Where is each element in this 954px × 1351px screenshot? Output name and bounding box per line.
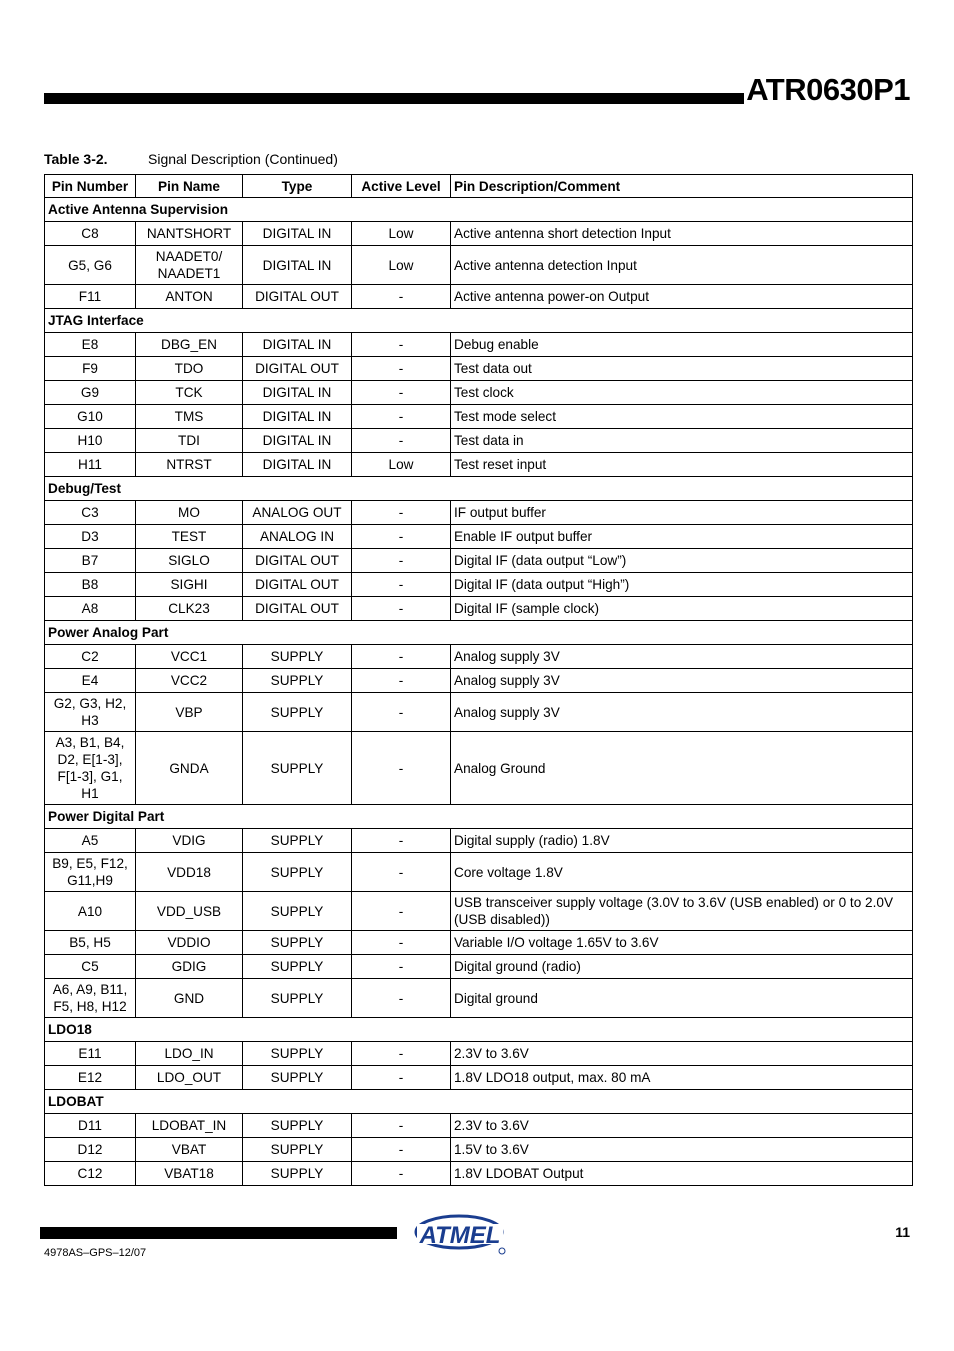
logo-text: ATMEL [419, 1222, 501, 1249]
cell-type: SUPPLY [243, 1042, 352, 1066]
cell-active-level: - [352, 955, 451, 979]
cell-pin-description: Test reset input [451, 453, 913, 477]
cell-pin-description: USB transceiver supply voltage (3.0V to 3.6V (USB enabled) or 0 to 2.0V (USB disabled)) [451, 892, 913, 931]
table-row [45, 597, 913, 621]
cell-pin-number: E11 [45, 1042, 136, 1066]
cell-type: SUPPLY [243, 1138, 352, 1162]
header-pin-description: Pin Description/Comment [451, 175, 913, 198]
header-pin-number: Pin Number [45, 175, 136, 198]
cell-type: SUPPLY [243, 1114, 352, 1138]
cell-pin-number: G9 [45, 381, 136, 405]
cell-active-level: - [352, 645, 451, 669]
cell-pin-description: Analog Ground [451, 732, 913, 805]
cell-pin-name: LDO_OUT [136, 1066, 243, 1090]
cell-active-level: - [352, 357, 451, 381]
cell-active-level: - [352, 549, 451, 573]
table-row [45, 693, 913, 732]
cell-type: SUPPLY [243, 732, 352, 805]
cell-pin-name: VCC2 [136, 669, 243, 693]
cell-pin-number: F9 [45, 357, 136, 381]
cell-pin-description: Digital IF (sample clock) [451, 597, 913, 621]
cell-type: SUPPLY [243, 853, 352, 892]
table-row [45, 1114, 913, 1138]
cell-pin-name: VDD_USB [136, 892, 243, 931]
section-row [45, 621, 913, 645]
cell-pin-name: VBAT18 [136, 1162, 243, 1186]
header-active-level: Active Level [352, 175, 451, 198]
section-title: LDOBAT [45, 1090, 913, 1114]
table-row [45, 549, 913, 573]
cell-active-level: - [352, 429, 451, 453]
table-row [45, 285, 913, 309]
cell-pin-number: B8 [45, 573, 136, 597]
cell-pin-description: Analog supply 3V [451, 693, 913, 732]
cell-pin-number: E12 [45, 1066, 136, 1090]
section-row [45, 1090, 913, 1114]
table-row [45, 931, 913, 955]
cell-type: DIGITAL IN [243, 333, 352, 357]
cell-type: DIGITAL IN [243, 453, 352, 477]
cell-type: DIGITAL IN [243, 222, 352, 246]
cell-active-level: - [352, 525, 451, 549]
cell-type: DIGITAL OUT [243, 597, 352, 621]
cell-pin-number: B9, E5, F12, G11,H9 [45, 853, 136, 892]
table-row [45, 669, 913, 693]
cell-active-level: - [352, 573, 451, 597]
cell-pin-name: SIGHI [136, 573, 243, 597]
cell-pin-name: TEST [136, 525, 243, 549]
cell-active-level: - [352, 931, 451, 955]
cell-pin-name: MO [136, 501, 243, 525]
section-title: Power Analog Part [45, 621, 913, 645]
cell-pin-description: 2.3V to 3.6V [451, 1114, 913, 1138]
cell-pin-number: F11 [45, 285, 136, 309]
cell-pin-description: Enable IF output buffer [451, 525, 913, 549]
cell-pin-number: C12 [45, 1162, 136, 1186]
cell-pin-name: DBG_EN [136, 333, 243, 357]
cell-active-level: Low [352, 246, 451, 285]
cell-pin-name: TDO [136, 357, 243, 381]
document-code: 4978AS–GPS–12/07 [44, 1247, 147, 1259]
cell-active-level: Low [352, 453, 451, 477]
cell-pin-description: Test data out [451, 357, 913, 381]
cell-pin-description: IF output buffer [451, 501, 913, 525]
cell-pin-name: VBP [136, 693, 243, 732]
cell-type: SUPPLY [243, 645, 352, 669]
cell-type: DIGITAL IN [243, 405, 352, 429]
cell-pin-number: E4 [45, 669, 136, 693]
table-row [45, 357, 913, 381]
table-row [45, 222, 913, 246]
cell-pin-number: G5, G6 [45, 246, 136, 285]
table-row [45, 732, 913, 805]
cell-type: DIGITAL OUT [243, 357, 352, 381]
cell-type: DIGITAL OUT [243, 549, 352, 573]
table-row [45, 333, 913, 357]
cell-active-level: - [352, 732, 451, 805]
table-body [45, 198, 913, 1186]
table-row [45, 955, 913, 979]
cell-pin-number: C8 [45, 222, 136, 246]
cell-type: DIGITAL IN [243, 429, 352, 453]
table-row [45, 525, 913, 549]
cell-active-level: - [352, 333, 451, 357]
cell-type: SUPPLY [243, 955, 352, 979]
cell-pin-number: A10 [45, 892, 136, 931]
footer-rule [40, 1227, 397, 1239]
cell-type: ANALOG IN [243, 525, 352, 549]
atmel-logo [413, 1210, 509, 1258]
cell-type: SUPPLY [243, 1066, 352, 1090]
table-row [45, 1066, 913, 1090]
section-title: Active Antenna Supervision [45, 198, 913, 222]
cell-active-level: - [352, 979, 451, 1018]
cell-pin-name: TCK [136, 381, 243, 405]
cell-pin-name: GNDA [136, 732, 243, 805]
cell-pin-name: TMS [136, 405, 243, 429]
cell-pin-name: LDOBAT_IN [136, 1114, 243, 1138]
page-number: 11 [895, 1224, 910, 1240]
cell-pin-description: Digital ground (radio) [451, 955, 913, 979]
cell-pin-description: 2.3V to 3.6V [451, 1042, 913, 1066]
cell-active-level: - [352, 1066, 451, 1090]
table-row [45, 573, 913, 597]
cell-pin-name: LDO_IN [136, 1042, 243, 1066]
cell-type: DIGITAL IN [243, 381, 352, 405]
cell-pin-name: TDI [136, 429, 243, 453]
cell-pin-description: 1.8V LDOBAT Output [451, 1162, 913, 1186]
cell-pin-name: SIGLO [136, 549, 243, 573]
cell-type: SUPPLY [243, 979, 352, 1018]
cell-active-level: - [352, 501, 451, 525]
cell-pin-name: GDIG [136, 955, 243, 979]
cell-pin-number: H11 [45, 453, 136, 477]
cell-pin-name: VDIG [136, 829, 243, 853]
cell-pin-number: A6, A9, B11, F5, H8, H12 [45, 979, 136, 1018]
cell-pin-number: A5 [45, 829, 136, 853]
table-row [45, 979, 913, 1018]
cell-pin-description: Active antenna detection Input [451, 246, 913, 285]
cell-pin-description: Debug enable [451, 333, 913, 357]
cell-pin-description: Active antenna short detection Input [451, 222, 913, 246]
cell-active-level: - [352, 381, 451, 405]
cell-type: DIGITAL OUT [243, 573, 352, 597]
cell-pin-description: Analog supply 3V [451, 669, 913, 693]
cell-pin-description: Digital ground [451, 979, 913, 1018]
cell-type: ANALOG OUT [243, 501, 352, 525]
cell-type: DIGITAL IN [243, 246, 352, 285]
cell-type: SUPPLY [243, 829, 352, 853]
section-row [45, 198, 913, 222]
cell-type: SUPPLY [243, 931, 352, 955]
cell-pin-description: Digital supply (radio) 1.8V [451, 829, 913, 853]
section-row [45, 477, 913, 501]
cell-type: SUPPLY [243, 1162, 352, 1186]
cell-pin-number: C2 [45, 645, 136, 669]
table-row [45, 1042, 913, 1066]
table-header-row [45, 175, 913, 198]
cell-pin-name: NAADET0/ NAADET1 [136, 246, 243, 285]
cell-pin-description: Analog supply 3V [451, 645, 913, 669]
cell-pin-name: VDD18 [136, 853, 243, 892]
cell-pin-name: ANTON [136, 285, 243, 309]
cell-pin-description: Digital IF (data output “High”) [451, 573, 913, 597]
cell-pin-number: B7 [45, 549, 136, 573]
cell-pin-description: Test mode select [451, 405, 913, 429]
header-pin-name: Pin Name [136, 175, 243, 198]
cell-pin-description: Test data in [451, 429, 913, 453]
section-row [45, 805, 913, 829]
table-caption-text: Signal Description (Continued) [148, 151, 338, 167]
cell-active-level: - [352, 1042, 451, 1066]
cell-active-level: Low [352, 222, 451, 246]
section-row [45, 1018, 913, 1042]
header-type: Type [243, 175, 352, 198]
cell-active-level: - [352, 1162, 451, 1186]
cell-pin-number: A8 [45, 597, 136, 621]
cell-pin-description: Test clock [451, 381, 913, 405]
cell-active-level: - [352, 853, 451, 892]
cell-pin-description: 1.5V to 3.6V [451, 1138, 913, 1162]
cell-pin-description: Variable I/O voltage 1.65V to 3.6V [451, 931, 913, 955]
section-title: Power Digital Part [45, 805, 913, 829]
cell-pin-description: Digital IF (data output “Low”) [451, 549, 913, 573]
table-row [45, 853, 913, 892]
section-title: Debug/Test [45, 477, 913, 501]
cell-active-level: - [352, 285, 451, 309]
table-row [45, 501, 913, 525]
cell-active-level: - [352, 1114, 451, 1138]
table-number: Table 3-2. [44, 151, 108, 167]
cell-pin-number: C3 [45, 501, 136, 525]
cell-pin-name: VDDIO [136, 931, 243, 955]
cell-active-level: - [352, 405, 451, 429]
cell-pin-number: D3 [45, 525, 136, 549]
cell-active-level: - [352, 1138, 451, 1162]
cell-pin-name: GND [136, 979, 243, 1018]
table-row [45, 381, 913, 405]
cell-pin-description: 1.8V LDO18 output, max. 80 mA [451, 1066, 913, 1090]
cell-type: DIGITAL OUT [243, 285, 352, 309]
cell-pin-name: VBAT [136, 1138, 243, 1162]
section-title: LDO18 [45, 1018, 913, 1042]
table-row [45, 645, 913, 669]
cell-pin-number: D11 [45, 1114, 136, 1138]
cell-pin-name: VCC1 [136, 645, 243, 669]
cell-pin-number: B5, H5 [45, 931, 136, 955]
section-row [45, 309, 913, 333]
cell-pin-name: NANTSHORT [136, 222, 243, 246]
table-row [45, 429, 913, 453]
table-row [45, 892, 913, 931]
table-row [45, 453, 913, 477]
table-row [45, 246, 913, 285]
cell-pin-number: H10 [45, 429, 136, 453]
cell-pin-number: G2, G3, H2, H3 [45, 693, 136, 732]
cell-active-level: - [352, 892, 451, 931]
header-rule [44, 93, 744, 104]
cell-active-level: - [352, 597, 451, 621]
signal-description-table [44, 174, 913, 1186]
cell-type: SUPPLY [243, 693, 352, 732]
cell-type: SUPPLY [243, 669, 352, 693]
table-row [45, 829, 913, 853]
cell-active-level: - [352, 829, 451, 853]
document-title: ATR0630P1 [746, 72, 910, 107]
cell-pin-name: CLK23 [136, 597, 243, 621]
cell-pin-number: G10 [45, 405, 136, 429]
cell-pin-description: Core voltage 1.8V [451, 853, 913, 892]
section-title: JTAG Interface [45, 309, 913, 333]
table-row [45, 1162, 913, 1186]
table-caption [44, 151, 338, 167]
table-row [45, 405, 913, 429]
cell-type: SUPPLY [243, 892, 352, 931]
cell-pin-number: D12 [45, 1138, 136, 1162]
cell-pin-number: A3, B1, B4, D2, E[1-3], F[1-3], G1, H1 [45, 732, 136, 805]
cell-pin-name: NTRST [136, 453, 243, 477]
cell-active-level: - [352, 693, 451, 732]
cell-pin-number: C5 [45, 955, 136, 979]
cell-pin-description: Active antenna power-on Output [451, 285, 913, 309]
cell-active-level: - [352, 669, 451, 693]
table-row [45, 1138, 913, 1162]
cell-pin-number: E8 [45, 333, 136, 357]
